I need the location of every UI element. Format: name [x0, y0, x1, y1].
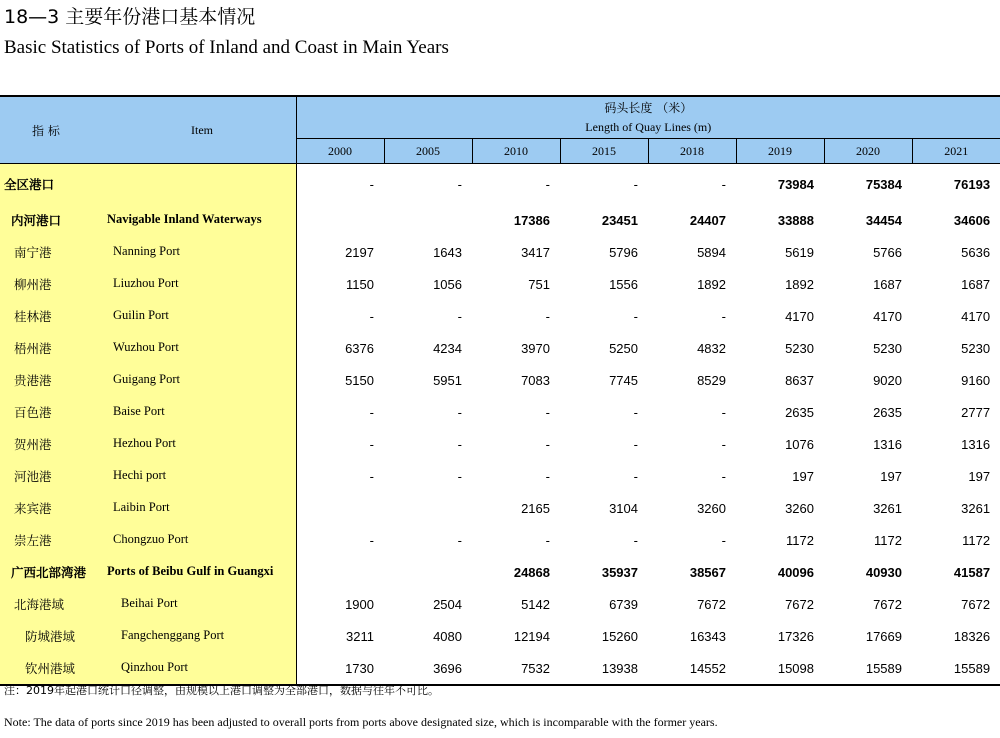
table-cell	[296, 492, 384, 524]
table-cell: 1076	[785, 436, 814, 452]
table-cell: -	[633, 176, 638, 192]
table-cell: 34454	[865, 212, 902, 228]
table-cell: 5619	[785, 244, 814, 260]
table-row	[0, 332, 1000, 364]
table-row	[0, 652, 1000, 685]
table-cell: -	[457, 308, 462, 324]
table-cell: -	[721, 404, 726, 420]
row-label-zh: 南宁港	[14, 245, 52, 260]
row-label-zh: 河池港	[14, 469, 52, 484]
table-cell	[296, 204, 384, 236]
table-cell: -	[545, 468, 550, 484]
year-header: 2020	[824, 139, 912, 164]
year-header: 2018	[648, 139, 736, 164]
row-label	[0, 652, 296, 685]
row-label-zh: 北海港域	[14, 597, 65, 612]
table-cell: 5142	[521, 596, 550, 612]
table-cell: 5894	[697, 244, 726, 260]
table-row	[0, 300, 1000, 332]
row-label-en: Hechi port	[113, 468, 167, 482]
table-cell: -	[545, 308, 550, 324]
table-cell: 14552	[689, 660, 726, 676]
table-cell: 38567	[689, 564, 726, 580]
table-cell: 40930	[865, 564, 902, 580]
table-row	[0, 428, 1000, 460]
table-cell: 33888	[777, 212, 814, 228]
table-cell: 5796	[609, 244, 638, 260]
table-cell: 2635	[785, 404, 814, 420]
table-cell: 2504	[433, 596, 462, 612]
row-label	[0, 236, 296, 268]
table-cell: 8637	[785, 372, 814, 388]
table-row	[0, 460, 1000, 492]
table-cell: -	[721, 436, 726, 452]
table-cell: 17669	[865, 628, 902, 644]
table-cell: 3970	[521, 340, 550, 356]
table-cell: -	[545, 532, 550, 548]
table-cell: 24868	[513, 564, 550, 580]
table-cell: 1056	[433, 276, 462, 292]
table-cell: -	[296, 428, 384, 460]
table-cell: 16343	[689, 628, 726, 644]
table-cell: 2635	[873, 404, 902, 420]
row-label-en: Navigable Inland Waterways	[107, 212, 262, 226]
row-label	[0, 204, 296, 236]
year-header: 2000	[296, 139, 384, 164]
table-row	[0, 236, 1000, 268]
row-label-zh: 贺州港	[14, 437, 52, 452]
row-label-zh: 百色港	[14, 405, 52, 420]
row-label	[0, 524, 296, 556]
row-label-zh: 柳州港	[14, 277, 52, 292]
year-header: 2015	[560, 139, 648, 164]
table-cell: 3260	[785, 500, 814, 516]
year-header: 2010	[472, 139, 560, 164]
table-cell: -	[457, 404, 462, 420]
row-label-en: Beihai Port	[121, 596, 178, 610]
table-cell: 5951	[433, 372, 462, 388]
row-label-zh: 防城港域	[25, 629, 76, 644]
table-cell	[384, 492, 472, 524]
table-cell	[384, 204, 472, 236]
table-row	[0, 396, 1000, 428]
table-cell: 197	[968, 468, 991, 484]
row-label	[0, 396, 296, 428]
table-cell: 5230	[873, 340, 902, 356]
note-zh: 注：2019年起港口统计口径调整，由规模以上港口调整为全部港口，数据与往年不可比。	[4, 684, 439, 697]
table-cell: 7532	[521, 660, 550, 676]
row-label-en: Guigang Port	[113, 372, 181, 386]
row-label-en: Liuzhou Port	[113, 276, 179, 290]
table-row	[0, 556, 1000, 588]
measure-header-zh: 码头长度 （米）	[296, 96, 1000, 117]
row-label	[0, 364, 296, 396]
table-cell: 7672	[873, 596, 902, 612]
table-cell: 9020	[873, 372, 902, 388]
port-statistics-table	[0, 95, 1000, 686]
table-cell: -	[721, 468, 726, 484]
table-cell: 15589	[865, 660, 902, 676]
row-label-en: Chongzuo Port	[113, 532, 189, 546]
table-row	[0, 364, 1000, 396]
row-label-en: Hezhou Port	[113, 436, 176, 450]
row-label-en: Guilin Port	[113, 308, 169, 322]
table-cell: 7672	[961, 596, 991, 612]
table-cell: 35937	[601, 564, 638, 580]
row-label	[0, 268, 296, 300]
row-label	[0, 164, 296, 205]
item-header	[0, 96, 296, 164]
measure-header-en: Length of Quay Lines (m)	[296, 117, 1000, 139]
table-cell: 1730	[296, 652, 384, 685]
row-label	[0, 332, 296, 364]
table-cell: 4234	[433, 340, 462, 356]
table-row	[0, 164, 1000, 205]
row-label-en: Ports of Beibu Gulf in Guangxi	[107, 564, 274, 578]
row-label	[0, 492, 296, 524]
row-label-zh: 钦州港域	[25, 661, 76, 676]
table-cell: 17326	[777, 628, 814, 644]
table-cell: -	[721, 308, 726, 324]
row-label-zh: 广西北部湾港	[11, 565, 87, 580]
table-cell: 15260	[601, 628, 638, 644]
table-row	[0, 204, 1000, 236]
table-cell: 751	[528, 276, 550, 292]
row-label-en: Fangchenggang Port	[121, 628, 225, 642]
table-cell: -	[296, 164, 384, 205]
table-cell: 1150	[296, 268, 384, 300]
row-label	[0, 556, 296, 588]
table-cell: 3417	[521, 244, 550, 260]
table-cell: 5766	[873, 244, 902, 260]
year-header: 2021	[912, 139, 1000, 164]
row-label-zh: 梧州港	[14, 341, 52, 356]
row-label	[0, 620, 296, 652]
table-cell: 3260	[697, 500, 726, 516]
table-cell: 2165	[521, 500, 550, 516]
table-row	[0, 524, 1000, 556]
table-cell: -	[633, 436, 638, 452]
table-cell	[296, 556, 384, 588]
table-cell: 3104	[609, 500, 638, 516]
table-cell: 23451	[601, 212, 638, 228]
row-label	[0, 460, 296, 492]
row-label-en: Laibin Port	[113, 500, 170, 514]
table-cell: 7083	[521, 372, 550, 388]
table-cell: 5230	[961, 340, 991, 356]
table-cell: 2777	[961, 404, 991, 420]
table-cell: 73984	[777, 176, 814, 192]
row-label-zh: 贵港港	[14, 373, 52, 388]
table-cell: 3211	[296, 620, 384, 652]
table-cell: 197	[792, 468, 814, 484]
table-cell: -	[296, 300, 384, 332]
table-cell: -	[633, 404, 638, 420]
table-cell: 1316	[961, 436, 991, 452]
table-cell: 75384	[865, 176, 902, 192]
table-cell: -	[721, 532, 726, 548]
table-cell: -	[633, 468, 638, 484]
table-title-en: Basic Statistics of Ports of Inland and Coast in Main Years	[4, 37, 449, 58]
table-row	[0, 268, 1000, 300]
table-row	[0, 588, 1000, 620]
table-cell: 9160	[961, 372, 991, 388]
table-cell: 15098	[777, 660, 814, 676]
item-header-en: Item	[191, 123, 213, 137]
table-cell: 41587	[953, 564, 991, 580]
table-cell: -	[457, 176, 462, 192]
table-cell: 5250	[609, 340, 638, 356]
table-cell: 5230	[785, 340, 814, 356]
row-label-zh: 来宾港	[14, 501, 52, 516]
table-cell: 5636	[961, 244, 991, 260]
table-cell: 4170	[785, 308, 814, 324]
table-cell: -	[457, 468, 462, 484]
table-cell: 2197	[296, 236, 384, 268]
table-cell: 12194	[513, 628, 550, 644]
table-cell: 3261	[873, 500, 902, 516]
table-cell: 1892	[785, 276, 814, 292]
row-label-zh: 桂林港	[14, 309, 52, 324]
row-label-en: Qinzhou Port	[121, 660, 189, 674]
table-cell: 4170	[961, 308, 991, 324]
table-cell: -	[296, 460, 384, 492]
row-label-en: Baise Port	[113, 404, 165, 418]
table-cell: -	[545, 436, 550, 452]
table-cell: 4170	[873, 308, 902, 324]
row-label-zh: 全区港口	[4, 177, 55, 192]
table-cell: 4832	[697, 340, 726, 356]
table-cell: 13938	[601, 660, 638, 676]
table-cell: 1687	[961, 276, 991, 292]
table-cell: 1892	[697, 276, 726, 292]
table-cell: -	[545, 404, 550, 420]
table-cell: 15589	[953, 660, 991, 676]
table-cell: -	[457, 532, 462, 548]
table-cell: 3696	[433, 660, 462, 676]
item-header-zh: 指 标	[32, 124, 60, 138]
row-label	[0, 588, 296, 620]
year-header: 2005	[384, 139, 472, 164]
table-cell: 1900	[296, 588, 384, 620]
table-cell: 1556	[609, 276, 638, 292]
table-cell: 40096	[777, 564, 814, 580]
table-cell: 7672	[785, 596, 814, 612]
table-cell: 1172	[786, 532, 814, 548]
table-cell: 1316	[873, 436, 902, 452]
table-title-zh: 18—3 主要年份港口基本情况	[4, 6, 256, 28]
row-label-en: Wuzhou Port	[113, 340, 179, 354]
table-cell: 24407	[689, 212, 726, 228]
table-cell: -	[457, 436, 462, 452]
table-cell: 7672	[697, 596, 726, 612]
table-cell: -	[296, 524, 384, 556]
table-cell: -	[633, 308, 638, 324]
table-cell: 1172	[874, 532, 902, 548]
table-cell: -	[296, 396, 384, 428]
table-cell: -	[633, 532, 638, 548]
table-cell: 6739	[609, 596, 638, 612]
table-cell: 7745	[609, 372, 638, 388]
table-cell: 8529	[697, 372, 726, 388]
table-cell	[384, 556, 472, 588]
table-cell: 1172	[962, 532, 991, 548]
table-cell: 197	[880, 468, 902, 484]
row-label-zh: 内河港口	[11, 213, 62, 228]
table-cell: 34606	[953, 212, 991, 228]
table-cell: 17386	[513, 212, 550, 228]
table-row	[0, 620, 1000, 652]
row-label-en: Nanning Port	[113, 244, 181, 258]
table-cell: 76193	[953, 176, 991, 192]
table-cell: 1687	[873, 276, 902, 292]
year-header: 2019	[736, 139, 824, 164]
table-cell: 18326	[953, 628, 991, 644]
table-body	[0, 164, 1000, 686]
table-cell: 3261	[961, 500, 991, 516]
table-cell: 5150	[296, 364, 384, 396]
table-cell: 1643	[433, 244, 462, 260]
row-label-zh: 崇左港	[14, 533, 52, 548]
table-cell: 6376	[296, 332, 384, 364]
row-label	[0, 300, 296, 332]
table-cell: -	[545, 176, 550, 192]
table-row	[0, 492, 1000, 524]
table-cell: 4080	[433, 628, 462, 644]
row-label	[0, 428, 296, 460]
note-en: Note: The data of ports since 2019 has been adjusted to overall ports from ports above designated size, which is incomparable with the former years.	[4, 715, 718, 729]
table-cell: -	[721, 176, 726, 192]
